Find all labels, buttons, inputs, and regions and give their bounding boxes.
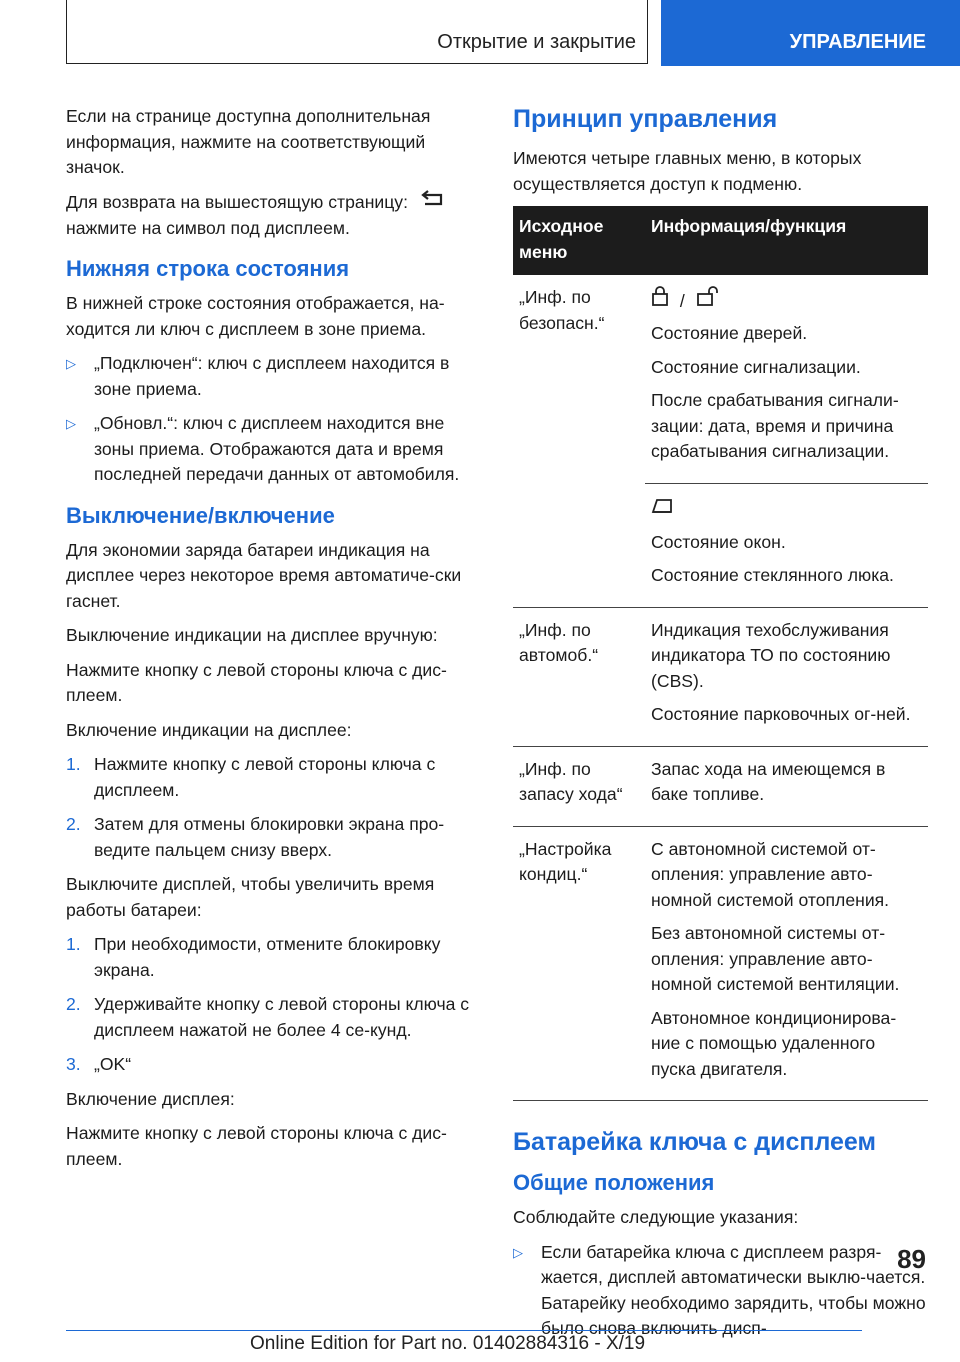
principle-paragraph: Имеются четыре главных меню, в которых осуществляется доступ к подменю. (513, 148, 862, 194)
step-number: 2. (66, 814, 81, 835)
info-line: Состояние стеклянного люка. (651, 565, 894, 585)
enable-display-text: Нажмите кнопку с левой стороны ключа с дис-плеем. (66, 1123, 447, 1169)
intro-paragraph: Если на странице доступна дополнительная информация, нажмите на соответствующий значок. (66, 106, 431, 177)
table-row (513, 746, 928, 826)
section-title: Открытие и закрытие (437, 31, 636, 53)
info-line: После срабатывания сигнали-зации: дата, время и причина срабатывания сигнализации. (651, 390, 899, 461)
menu-cell: „Инф. по безопасн.“ (519, 287, 605, 333)
table-header-row (513, 206, 928, 275)
info-line: Состояние окон. (651, 531, 786, 552)
info-line: Состояние дверей. (651, 323, 808, 343)
manual-off-text: Нажмите кнопку с левой стороны ключа с дис-плеем. (66, 659, 447, 706)
info-cell (645, 607, 928, 746)
info-line: С автономной системой от-опления: управление авто-номной системой отопления. (651, 838, 890, 910)
menu-table (513, 206, 928, 1101)
info-cell (645, 275, 928, 483)
footer-edition: Online Edition for Part no. 01402884316 - X/19 (250, 1333, 646, 1354)
heading-general: Общие положения (513, 1170, 715, 1195)
general-list (513, 1240, 928, 1342)
heading-operating-principle: Принцип управления (513, 105, 778, 133)
right-column (513, 104, 928, 1351)
list-item (66, 932, 478, 983)
chapter-tab[interactable]: УПРАВЛЕНИЕ (661, 0, 960, 66)
menu-cell: „Инф. по автомоб.“ (513, 607, 645, 746)
heading-battery: Батарейка ключа с дисплеем (513, 1128, 877, 1156)
lock-closed-icon (651, 291, 669, 311)
list-item (66, 992, 478, 1043)
left-column (66, 104, 478, 1181)
list-item-text: Удерживайте кнопку с левой стороны ключа с дисплеем нажатой не более 4 се-кунд. (94, 994, 470, 1040)
menu-cell-empty (513, 483, 645, 607)
info-line: Запас хода на имеющемся в баке топливе. (651, 758, 886, 804)
step-number: 2. (66, 994, 81, 1015)
list-item-text: Нажмите кнопку с левой стороны ключа с дисплеем. (94, 754, 436, 800)
menu-cell: „Инф. по запасу хода“ (513, 746, 645, 826)
step-number: 1. (66, 934, 81, 955)
list-item (66, 1052, 478, 1078)
table-row (513, 826, 928, 1101)
lock-open-icon (696, 291, 722, 311)
enable-display-label: Включение дисплея: (66, 1088, 235, 1109)
list-item-text: „Подключен“: ключ с дисплеем находится в зоне приема. (94, 353, 450, 399)
back-arrow-icon (419, 190, 445, 216)
list-item-text: При необходимости, отмените блокировку экрана. (94, 934, 441, 980)
lock-icons (651, 285, 922, 315)
list-item (66, 411, 478, 488)
off-display-label: Выключите дисплей, чтобы увеличить время работы батареи: (66, 874, 435, 920)
table-row (513, 607, 928, 746)
back-instruction-text-2: нажмите на символ под дисплеем. (66, 217, 350, 238)
heading-status-bar: Нижняя строка состояния (66, 256, 350, 282)
list-item-text: Затем для отмены блокировки экрана про-ведите пальцем снизу вверх. (94, 814, 445, 860)
table-row (513, 275, 928, 483)
back-instruction-text: Для возврата на вышестоящую страницу: (66, 191, 408, 212)
page-number: 89 (897, 1244, 926, 1274)
triangle-bullet-icon: ▷ (513, 1244, 523, 1260)
list-item (66, 752, 478, 803)
column-header-menu: Исходное меню (513, 206, 645, 275)
list-item (66, 351, 478, 402)
triangle-bullet-icon: ▷ (66, 356, 76, 372)
manual-off-label: Выключение индикации на дисплее вручную: (66, 625, 438, 646)
triangle-bullet-icon: ▷ (66, 416, 76, 432)
status-list (66, 351, 478, 488)
info-cell (645, 483, 928, 607)
status-paragraph: В нижней строке состояния отображается, на-ходится ли ключ с дисплеем в зоне приема. (66, 293, 445, 339)
info-line: Без автономной системы от-опления: управление авто-номной системой вентиляции. (651, 923, 900, 994)
info-line: Автономное кондиционирова-ние с помощью удаленного пуска двигателя. (651, 1007, 897, 1079)
list-item (66, 812, 478, 863)
on-label: Включение индикации на дисплее: (66, 719, 352, 740)
back-instruction (66, 190, 478, 242)
column-header-info: Информация/функция (645, 206, 928, 275)
on-steps-list (66, 752, 478, 863)
on-off-paragraph: Для экономии заряда батареи индикация на дисплее через некоторое время автоматиче-ски гаснет. (66, 539, 462, 611)
info-cell (645, 826, 928, 1101)
general-paragraph: Соблюдайте следующие указания: (513, 1207, 799, 1227)
list-item-text: „OK“ (94, 1054, 132, 1075)
step-number: 1. (66, 754, 81, 775)
menu-cell: „Настройка кондиц.“ (513, 826, 645, 1101)
info-line: Состояние парковочных ог-ней. (651, 704, 911, 724)
footer-divider (66, 1330, 862, 1331)
info-line: Состояние сигнализации. (651, 356, 861, 377)
icon-separator: / (679, 291, 685, 311)
table-row (513, 483, 928, 607)
list-item-text: „Обновл.“: ключ с дисплеем находится вне зоны приема. Отображаются дата и время последней передачи данных от автомобиля. (94, 413, 460, 485)
step-number: 3. (66, 1054, 81, 1075)
list-item-text: Если батарейка ключа с дисплеем разря-жается, дисплей автоматически выклю-чается. Батарейку необходимо зарядить, чтобы можно было снова включить дисп- (541, 1241, 926, 1338)
car-window-icon (651, 500, 673, 520)
off-steps-list (66, 932, 478, 1078)
info-cell (645, 746, 928, 826)
info-line: Индикация техобслуживания индикатора ТО по состоянию (CBS). (651, 619, 891, 691)
window-icons (651, 494, 922, 524)
heading-on-off: Выключение/включение (66, 502, 335, 528)
list-item (513, 1240, 928, 1342)
